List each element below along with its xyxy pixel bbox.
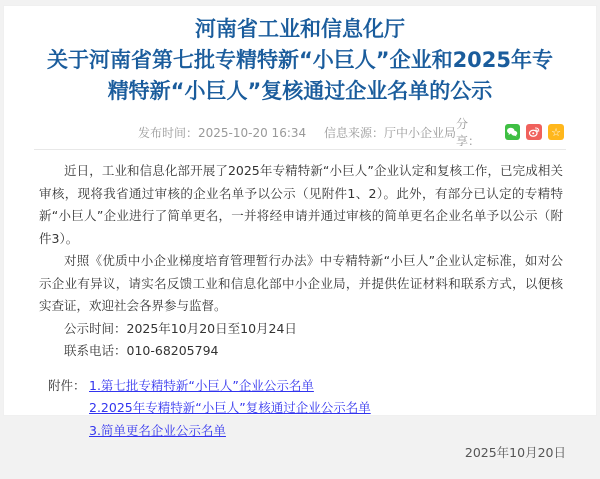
body-paragraph-1: 近日，工业和信息化部开展了2025年专精特新“小巨人”企业认定和复核工作，已完成相关审核，现将我省通过审核的企业名单予以公示（见附件1、2）。此外，有部分已认定的专精特新“小巨人”企业进行了简单更名，一并将经申请并通过审核的简单更名企业名单予以公示（附件3）。	[39, 163, 563, 246]
share-box	[456, 115, 564, 149]
weibo-share-icon[interactable]	[526, 124, 542, 140]
attachment-link-3[interactable]: 3.简单更名企业公示名单	[89, 422, 226, 438]
page-title-org: 河南省工业和信息化厅	[195, 17, 405, 41]
attachment-link-2[interactable]: 2.2025年专精特新“小巨人”复核通过企业公示名单	[89, 400, 371, 415]
attachments-label: 附件：	[48, 377, 86, 393]
page-title-subject: 关于河南省第七批专精特新“小巨人”企业和2025年专精特新“小巨人”复核通过企业名单的公示	[46, 48, 554, 103]
title-block	[4, 6, 596, 107]
meta-row	[4, 117, 596, 148]
notice-period-line: 公示时间：2025年10月20日至10月24日	[64, 320, 297, 336]
attachment-indent	[48, 420, 89, 443]
announcement-body	[4, 150, 596, 363]
wechat-share-icon[interactable]	[505, 124, 521, 140]
attachment-row	[48, 420, 563, 443]
star-share-icon[interactable]: ☆	[548, 124, 564, 140]
footer-row	[4, 442, 596, 479]
attachment-row	[48, 397, 563, 420]
meta-info	[138, 124, 456, 141]
attachment-row	[48, 375, 563, 398]
contact-phone-line: 联系电话：010-68205794	[64, 343, 219, 358]
signature-date: 2025年10月20日	[464, 445, 566, 460]
publish-time: 发布时间：2025-10-20 16:34	[138, 125, 307, 140]
attachments-block	[4, 363, 596, 443]
announcement-card	[3, 5, 597, 460]
body-paragraph-2: 对照《优质中小企业梯度培育管理暂行办法》中专精特新“小巨人”企业认定标准，如对公示企业有异议，请实名反馈工业和信息化部中小企业局，并提供佐证材料和联系方式，以便核实查证，欢迎社会各界参与监督。	[39, 253, 563, 313]
attachment-link-1[interactable]: 1.第七批专精特新“小巨人”企业公示名单	[89, 377, 314, 393]
info-source: 信息来源：厅中小企业局	[323, 125, 456, 140]
attachment-indent	[48, 397, 89, 420]
share-label: 分享：	[455, 117, 480, 148]
